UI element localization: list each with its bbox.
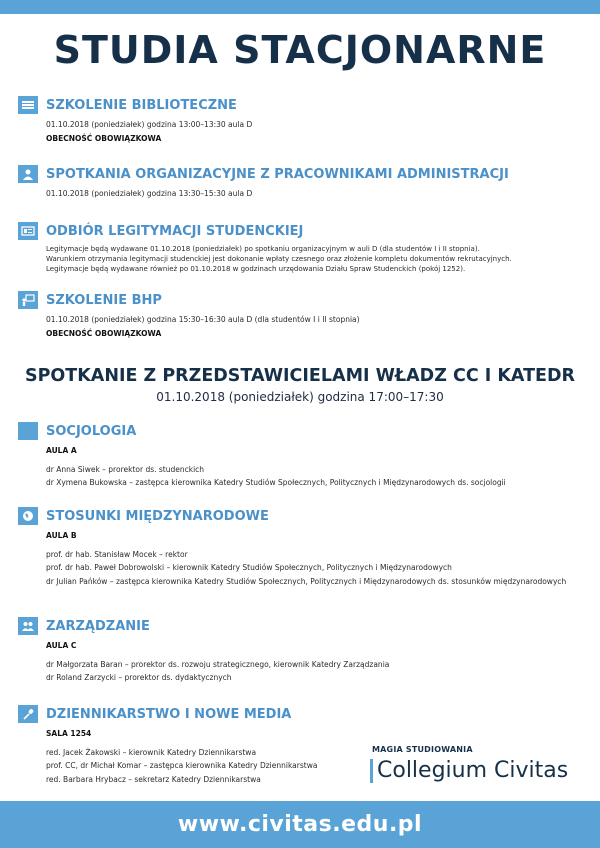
section-organizational-meetings — [18, 164, 588, 201]
brand-logo — [370, 758, 568, 783]
department-management — [18, 616, 588, 685]
top-bar — [0, 0, 600, 14]
section-line: 01.10.2018 (poniedziałek) godzina 13:30–15:30 aula D — [46, 189, 253, 198]
person-line: dr Małgorzata Baran – prorektor ds. rozwoju strategicznego, kierownik Katedry Zarządzania — [46, 659, 390, 669]
room-label: AULA C — [46, 641, 77, 650]
meeting-date: 01.10.2018 (poniedziałek) godzina 17:00–17:30 — [156, 390, 444, 404]
section-library-training — [18, 95, 588, 145]
department-title: SOCJOLOGIA — [46, 423, 137, 439]
person-line: dr Anna Siwek – prorektor ds. studenckich — [46, 464, 205, 474]
presentation-icon — [18, 291, 38, 309]
room-label: SALA 1254 — [46, 729, 92, 738]
footer-bar — [0, 801, 600, 848]
section-title: SZKOLENIE BHP — [46, 292, 162, 308]
person-icon — [18, 165, 38, 183]
brand-bar — [370, 759, 373, 783]
section-line: Legitymacje będą wydawane 01.10.2018 (poniedziałek) po spotkaniu organizacyjnym w auli D (dla studentów I i II stopnia). — [46, 245, 480, 253]
people-icon — [18, 617, 38, 635]
globe-icon — [18, 507, 38, 525]
meeting-title: SPOTKANIE Z PRZEDSTAWICIELAMI WŁADZ CC I KATEDR — [25, 366, 575, 386]
room-label: AULA B — [46, 531, 77, 540]
person-line: prof. dr hab. Paweł Dobrowolski – kierownik Katedry Studiów Społecznych, Politycznych i Międzynarodowych — [46, 563, 452, 572]
department-title: DZIENNIKARSTWO I NOWE MEDIA — [46, 706, 292, 722]
attendance-note: OBECNOŚĆ OBOWIĄZKOWA — [46, 328, 162, 338]
brand-tagline: MAGIA STUDIOWANIA — [372, 745, 473, 754]
person-line: prof. CC, dr Michał Komar – zastępca kierownika Katedry Dziennikarstwa — [46, 761, 318, 770]
section-line: Legitymacje będą wydawane również po 01.10.2018 w godzinach urzędowania Działu Spraw Studenckich (pokój 1252). — [46, 264, 466, 273]
section-line: Warunkiem otrzymania legitymacji studenckiej jest dokonanie wpłaty czesnego oraz złożenie kompletu dokumentów rekrutacyjnych. — [46, 254, 512, 263]
person-line: dr Xymena Bukowska – zastępca kierownika Katedry Studiów Społecznych, Politycznych i Międzynarodowych ds. socjologii — [46, 478, 506, 487]
department-title: ZARZĄDZANIE — [46, 618, 150, 634]
brand-name: Collegium Civitas — [377, 758, 569, 783]
id-card-icon — [18, 222, 38, 240]
section-title: ODBIÓR LEGITYMACJI STUDENCKIEJ — [46, 223, 304, 239]
section-student-id — [18, 221, 588, 274]
section-line: 01.10.2018 (poniedziałek) godzina 15:30–16:30 aula D (dla studentów I i II stopnia) — [46, 315, 360, 324]
department-sociology — [18, 421, 588, 490]
square-icon — [18, 422, 38, 440]
website-link[interactable]: www.civitas.edu.pl — [177, 812, 423, 837]
books-icon — [18, 96, 38, 114]
department-international-relations — [18, 506, 588, 588]
page-title: STUDIA STACJONARNE — [53, 28, 547, 72]
section-line: 01.10.2018 (poniedziałek) godzina 13:00–13:30 aula D — [46, 120, 253, 129]
department-title: STOSUNKI MIĘDZYNARODOWE — [46, 508, 269, 524]
person-line: red. Barbara Hrybacz – sekretarz Katedry Dziennikarstwa — [46, 774, 261, 784]
person-line: dr Roland Zarzycki – prorektor ds. dydaktycznych — [46, 673, 232, 682]
person-line: red. Jacek Żakowski – kierownik Katedry Dziennikarstwa — [46, 747, 257, 757]
attendance-note: OBECNOŚĆ OBOWIĄZKOWA — [46, 133, 162, 143]
person-line: dr Julian Pańków – zastępca kierownika Katedry Studiów Społecznych, Politycznych i Międzynarodowych ds. stosunków międzynarodowych — [46, 576, 567, 586]
person-line: prof. dr hab. Stanisław Mocek – rektor — [46, 549, 188, 559]
section-title: SPOTKANIA ORGANIZACYJNE Z PRACOWNIKAMI ADMINISTRACJI — [46, 166, 509, 182]
section-bhp-training — [18, 290, 588, 340]
section-title: SZKOLENIE BIBLIOTECZNE — [46, 97, 237, 113]
microphone-icon — [18, 705, 38, 723]
room-label: AULA A — [46, 446, 77, 455]
